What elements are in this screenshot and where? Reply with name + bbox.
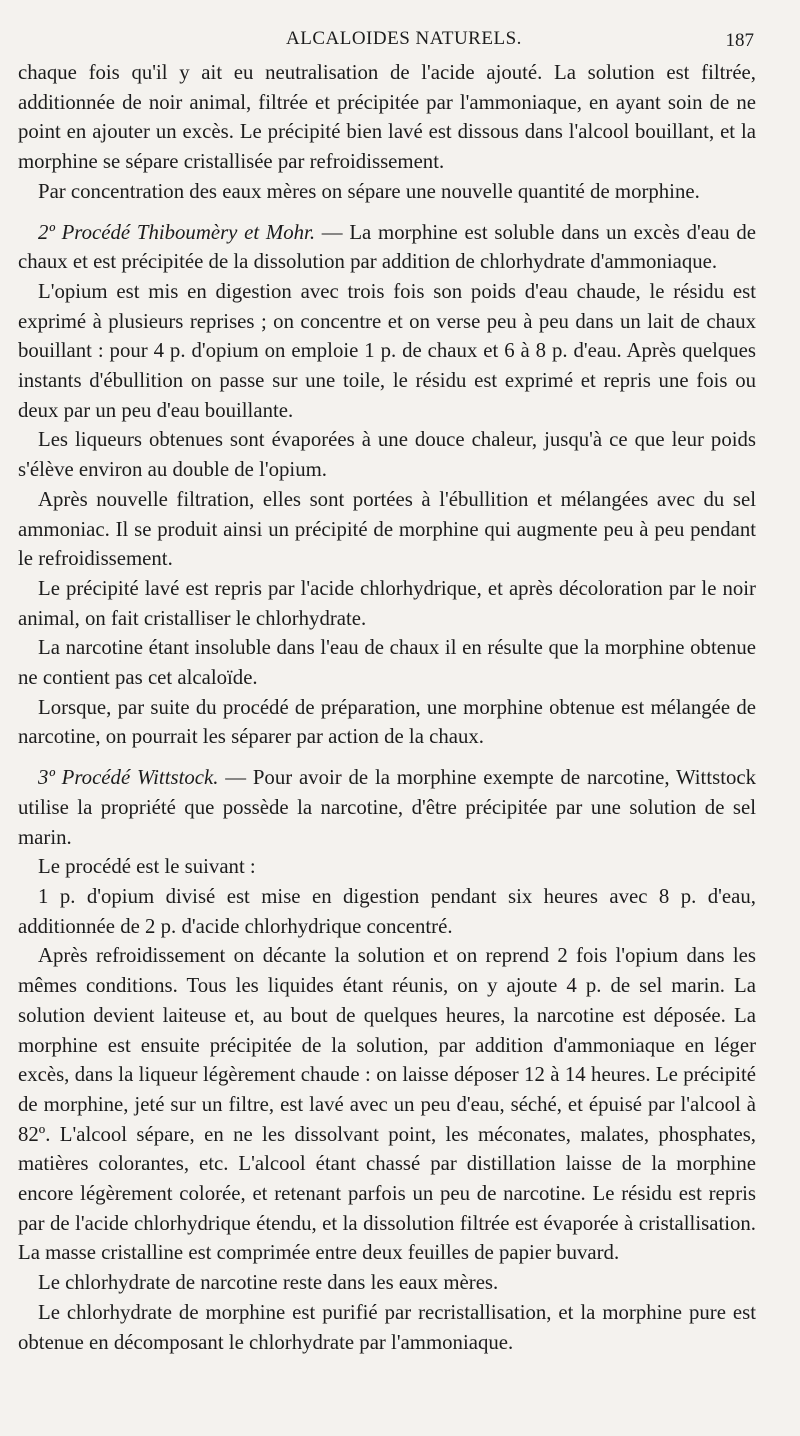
paragraph	[18, 277, 756, 426]
paragraph-text: Après nouvelle filtration, elles sont portées à l'ébullition et mélangées avec du sel ammoniac. Il se produit ainsi un précipité de morphine qui augmente peu à peu pendant le refroidissement.	[18, 487, 756, 571]
paragraph	[18, 693, 756, 752]
paragraph	[18, 633, 756, 692]
paragraph-text: Le précipité lavé est repris par l'acide chlorhydrique, et après décoloration par le noir animal, on fait cristalliser le chlorhydrate.	[18, 576, 756, 630]
paragraph-text: Le procédé est le suivant :	[38, 855, 256, 879]
paragraph-text: La narcotine étant insoluble dans l'eau de chaux il en résulte que la morphine obtenue ne contient pas cet alcaloïde.	[18, 636, 756, 690]
paragraph	[18, 852, 756, 882]
paragraph-text: L'opium est mis en digestion avec trois fois son poids d'eau chaude, le résidu est exprimé à plusieurs reprises ; on concentre et on verse peu à peu dans un lait de chaux bouillant : pour 4 p. d'opium on emploie 1 p. de chaux et 6 à 8 p. d'eau. Après quelques instants d'ébullition on passe sur une toile, le résidu est exprimé et repris une fois ou deux par un peu d'eau bouillante.	[18, 279, 756, 422]
paragraph-text: chaque fois qu'il y ait eu neutralisation de l'acide ajouté. La solution est filtrée, additionnée de noir animal, filtrée et précipitée par l'ammoniaque, en ayant soin de ne point en ajouter un excès. Le précipité bien lavé est dissous dans l'alcool bouillant, et la morphine se sépare cristallisée par refroidissement.	[18, 61, 756, 174]
paragraph	[18, 485, 756, 574]
running-title: ALCALOIDES NATURELS.	[286, 28, 522, 49]
paragraph	[18, 574, 756, 633]
paragraph	[18, 425, 756, 484]
section-heading: 3º Procédé Wittstock.	[38, 766, 219, 790]
page-header	[0, 26, 800, 58]
paragraph	[18, 882, 756, 941]
page-number: 187	[725, 30, 754, 51]
paragraph-text: Après refroidissement on décante la solution et on reprend 2 fois l'opium dans les mêmes conditions. Tous les liquides étant réunis, on y ajoute 4 p. de sel marin. La solution devient laiteuse et, au bout de quelques heures, la narcotine est déposée. La morphine est ensuite précipitée de la solution, par addition d'ammoniaque en léger excès, dans la liqueur légèrement chaude : on laisse déposer 12 à 14 heures. Le précipité de morphine, jeté sur un filtre, est lavé avec un peu d'eau, séché, et épuisé par l'alcool à 82º. L'alcool sépare, en ne les dissolvant point, les méconates, malates, phosphates, matières colorantes, etc. L'alcool étant chassé par distillation laisse de la morphine encore légèrement colorée, et retenant parfois un peu de narcotine. Le résidu est repris par de l'acide chlorhydrique étendu, et la dissolution filtrée est évaporée à cristallisation. La masse cristalline est comprimée entre deux feuilles de papier buvard.	[18, 944, 756, 1265]
paragraph	[18, 763, 756, 852]
paragraph	[18, 177, 756, 207]
paragraph-text: Les liqueurs obtenues sont évaporées à une douce chaleur, jusqu'à ce que leur poids s'élève environ au double de l'opium.	[18, 428, 756, 482]
section-heading: 2º Procédé Thiboumèry et Mohr.	[38, 220, 316, 244]
paragraph-text: 1 p. d'opium divisé est mise en digestion pendant six heures avec 8 p. d'eau, additionnée de 2 p. d'acide chlorhydrique concentré.	[18, 884, 756, 938]
paragraph	[18, 941, 756, 1268]
paragraph	[18, 218, 756, 277]
body-text	[18, 58, 756, 1357]
paragraph-text: Par concentration des eaux mères on sépare une nouvelle quantité de morphine.	[38, 179, 700, 203]
paragraph	[18, 1298, 756, 1357]
paragraph-text: Le chlorhydrate de morphine est purifié par recristallisation, et la morphine pure est obtenue en décomposant le chlorhydrate par l'ammoniaque.	[18, 1300, 756, 1354]
paragraph-text: — La morphine est soluble dans un excès d'eau de chaux et est précipitée de la dissolution par addition de chlorhydrate d'ammoniaque.	[18, 220, 756, 274]
paragraph-text: Le chlorhydrate de narcotine reste dans les eaux mères.	[38, 1271, 499, 1295]
paragraph-text: — Pour avoir de la morphine exempte de narcotine, Wittstock utilise la propriété que possède la narcotine, d'être précipitée par une solution de sel marin.	[18, 766, 757, 849]
paragraph-text: Lorsque, par suite du procédé de préparation, une morphine obtenue est mélangée de narcotine, on pourrait les séparer par action de la chaux.	[18, 695, 756, 749]
paragraph	[18, 1268, 756, 1298]
paragraph	[18, 58, 756, 177]
